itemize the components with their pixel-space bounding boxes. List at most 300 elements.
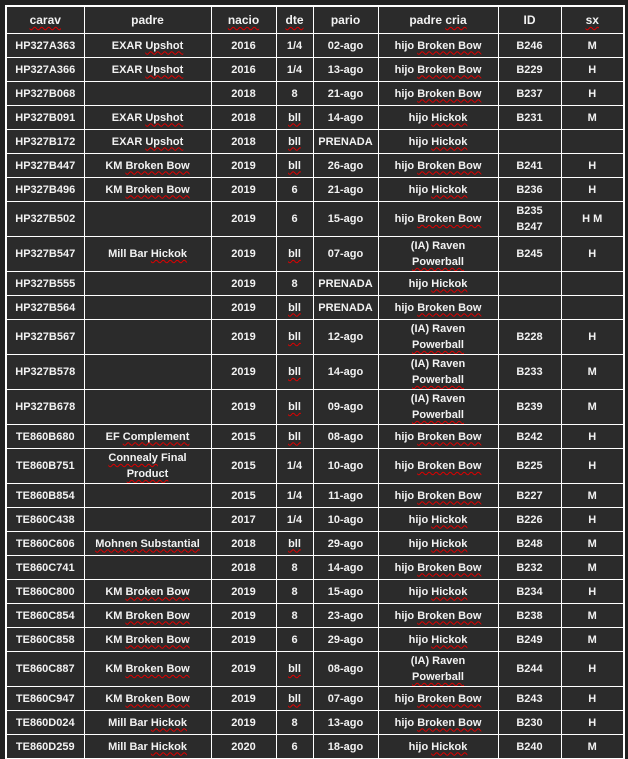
misspelled-text: Broken Bow (125, 183, 190, 196)
misspelled-text: carav (29, 13, 61, 27)
misspelled-text: Broken Bow (417, 716, 482, 729)
table-cell[interactable]: H (561, 154, 624, 178)
table-row (6, 82, 624, 106)
table-cell[interactable] (84, 390, 211, 425)
table-cell[interactable]: KM Broken Bow (84, 154, 211, 178)
table-cell[interactable]: B234 (498, 580, 561, 604)
misspelled-text: dte (285, 13, 304, 27)
table-row (6, 652, 624, 687)
table-cell[interactable]: B226 (498, 508, 561, 532)
table-cell[interactable]: B230 (498, 711, 561, 735)
table-cell[interactable]: hijo Hickok (378, 735, 498, 759)
table-cell[interactable]: HP327B578 (6, 355, 84, 390)
table-cell[interactable]: 2019 (211, 296, 276, 320)
table-cell[interactable]: TE860C854 (6, 604, 84, 628)
table-row (6, 296, 624, 320)
misspelled-text: Hickok (150, 248, 187, 260)
table-cell[interactable]: H (561, 82, 624, 106)
table-cell[interactable] (276, 106, 313, 130)
table-cell[interactable]: 10-ago (313, 449, 378, 484)
table-cell[interactable]: 2019 (211, 320, 276, 355)
misspelled-text: bll (288, 135, 301, 148)
table-cell[interactable] (561, 130, 624, 154)
table-cell[interactable]: TE860B854 (6, 484, 84, 508)
misspelled-text: Upshot (145, 39, 184, 52)
table-cell[interactable]: KM Broken Bow (84, 628, 211, 652)
table-cell[interactable]: KM Broken Bow (84, 580, 211, 604)
table-cell[interactable]: 2015 (211, 484, 276, 508)
table-cell[interactable]: 1/4 (276, 449, 313, 484)
table-cell[interactable]: hijo Hickok (378, 272, 498, 296)
misspelled-text: bll (288, 692, 301, 705)
table-row (6, 711, 624, 735)
table-cell[interactable]: M (561, 355, 624, 390)
table-cell[interactable]: TE860C947 (6, 687, 84, 711)
table-cell[interactable]: hijo Broken Bow (378, 449, 498, 484)
table-cell[interactable]: (IA) Raven Powerball (378, 237, 498, 272)
table-cell[interactable]: hijo Broken Bow (378, 34, 498, 58)
header-row (6, 6, 624, 34)
table-cell[interactable]: hijo Hickok (378, 130, 498, 154)
table-cell[interactable]: 2019 (211, 390, 276, 425)
table-cell[interactable] (276, 390, 313, 425)
table-cell[interactable]: 29-ago (313, 628, 378, 652)
table-cell[interactable]: B246 (498, 34, 561, 58)
table-cell[interactable]: 11-ago (313, 484, 378, 508)
table-cell[interactable]: 2019 (211, 202, 276, 237)
table-cell[interactable]: 12-ago (313, 320, 378, 355)
table-cell[interactable]: 2018 (211, 556, 276, 580)
table-cell[interactable]: B237 (498, 82, 561, 106)
table-cell[interactable]: B229 (498, 58, 561, 82)
table-cell[interactable]: 2019 (211, 580, 276, 604)
table-cell[interactable]: 2015 (211, 425, 276, 449)
table-cell[interactable]: HP327B555 (6, 272, 84, 296)
table-cell[interactable]: hijo Hickok (378, 628, 498, 652)
misspelled-text: Product (126, 468, 169, 480)
table-cell[interactable]: TE860C741 (6, 556, 84, 580)
table-cell[interactable]: (IA) Raven Powerball (378, 652, 498, 687)
table-cell[interactable]: 2019 (211, 711, 276, 735)
table-cell[interactable]: HP327A366 (6, 58, 84, 82)
misspelled-text: Powerball (412, 256, 464, 268)
table-cell[interactable]: HP327B502 (6, 202, 84, 237)
table-row (6, 106, 624, 130)
table-cell[interactable]: TE860D259 (6, 735, 84, 759)
table-cell[interactable]: B248 (498, 532, 561, 556)
table-cell[interactable]: B242 (498, 425, 561, 449)
misspelled-text: Hickok (431, 740, 468, 753)
table-cell[interactable]: 2020 (211, 735, 276, 759)
table-cell[interactable]: hijo Broken Bow (378, 604, 498, 628)
table-cell[interactable]: 2018 (211, 106, 276, 130)
table-cell[interactable]: 2019 (211, 237, 276, 272)
table-cell[interactable] (498, 130, 561, 154)
table-cell[interactable]: hijo Broken Bow (378, 154, 498, 178)
table-row (6, 532, 624, 556)
table-cell[interactable]: PRENADA (313, 130, 378, 154)
misspelled-text: bll (288, 663, 301, 675)
column-header-nacio[interactable] (211, 6, 276, 34)
table-cell[interactable]: 2018 (211, 532, 276, 556)
table-cell[interactable]: 2019 (211, 154, 276, 178)
table-cell[interactable]: 8 (276, 580, 313, 604)
table-cell[interactable]: 6 (276, 735, 313, 759)
table-row (6, 687, 624, 711)
table-cell[interactable]: hijo Broken Bow (378, 711, 498, 735)
table-cell[interactable]: 2019 (211, 604, 276, 628)
table-cell[interactable]: HP327B496 (6, 178, 84, 202)
table-cell[interactable]: 08-ago (313, 425, 378, 449)
misspelled-text: Mohnen Substantial (95, 537, 200, 550)
table-cell[interactable]: hijo Broken Bow (378, 82, 498, 106)
table-cell[interactable] (276, 532, 313, 556)
table-cell[interactable]: HP327B678 (6, 390, 84, 425)
table-cell[interactable]: H (561, 58, 624, 82)
table-cell[interactable]: B245 (498, 237, 561, 272)
table-row (6, 237, 624, 272)
table-cell[interactable]: H (561, 711, 624, 735)
table-cell[interactable]: 6 (276, 628, 313, 652)
misspelled-text: Hickok (150, 716, 187, 729)
table-cell[interactable]: EXAR Upshot (84, 34, 211, 58)
table-cell[interactable]: 13-ago (313, 58, 378, 82)
table-cell[interactable]: 14-ago (313, 355, 378, 390)
table-cell[interactable]: B240 (498, 735, 561, 759)
table-cell[interactable]: 2019 (211, 178, 276, 202)
misspelled-text: Broken Bow (417, 692, 482, 705)
misspelled-text: Upshot (145, 135, 184, 148)
table-cell[interactable] (498, 296, 561, 320)
misspelled-text: Broken Bow (417, 39, 482, 52)
table-cell[interactable]: hijo Hickok (378, 580, 498, 604)
misspelled-text: bll (288, 111, 301, 124)
table-cell[interactable]: TE860C800 (6, 580, 84, 604)
misspelled-text: sx (585, 13, 599, 27)
table-row (6, 202, 624, 237)
misspelled-text: bll (288, 537, 301, 550)
table-cell[interactable]: B225 (498, 449, 561, 484)
table-cell[interactable]: hijo Broken Bow (378, 425, 498, 449)
table-cell[interactable]: TE860B751 (6, 449, 84, 484)
table-row (6, 508, 624, 532)
table-cell[interactable]: 14-ago (313, 556, 378, 580)
table-cell[interactable]: B231 (498, 106, 561, 130)
table-cell[interactable]: 2017 (211, 508, 276, 532)
table-cell[interactable]: PRENADA (313, 272, 378, 296)
table-cell[interactable]: KM Broken Bow (84, 652, 211, 687)
table-cell[interactable]: B236 (498, 178, 561, 202)
table-cell[interactable]: H (561, 320, 624, 355)
table-cell[interactable]: H (561, 449, 624, 484)
misspelled-text: Broken Bow (417, 63, 482, 76)
table-cell[interactable]: M (561, 604, 624, 628)
misspelled-text: Upshot (145, 111, 184, 124)
table-cell[interactable]: TE860C887 (6, 652, 84, 687)
table-cell[interactable]: M (561, 556, 624, 580)
table-cell[interactable]: (IA) Raven Powerball (378, 355, 498, 390)
table-cell[interactable]: 2018 (211, 130, 276, 154)
misspelled-text: Broken Bow (417, 213, 482, 225)
table-cell[interactable]: hijo Broken Bow (378, 687, 498, 711)
table-cell[interactable] (276, 425, 313, 449)
table-cell[interactable]: B233 (498, 355, 561, 390)
table-cell[interactable]: TE860C606 (6, 532, 84, 556)
table-cell[interactable] (276, 687, 313, 711)
misspelled-text: Powerball (412, 409, 464, 421)
table-cell[interactable] (84, 532, 211, 556)
table-cell[interactable] (276, 237, 313, 272)
table-cell[interactable]: H (561, 652, 624, 687)
table-cell[interactable]: 8 (276, 272, 313, 296)
table-cell[interactable] (84, 296, 211, 320)
table-cell[interactable]: HP327B091 (6, 106, 84, 130)
table-cell[interactable]: H (561, 508, 624, 532)
column-header-id[interactable]: ID (498, 6, 561, 34)
table-cell[interactable]: 18-ago (313, 735, 378, 759)
table-cell[interactable]: 1/4 (276, 34, 313, 58)
table-cell[interactable]: (IA) Raven Powerball (378, 320, 498, 355)
table-cell[interactable]: M (561, 628, 624, 652)
table-cell[interactable]: 8 (276, 711, 313, 735)
table-row (6, 355, 624, 390)
table-row (6, 390, 624, 425)
table-cell[interactable]: H M (561, 202, 624, 237)
table-cell[interactable]: hijo Broken Bow (378, 484, 498, 508)
table-cell[interactable]: HP327B567 (6, 320, 84, 355)
table-cell[interactable]: 21-ago (313, 178, 378, 202)
table-cell[interactable]: 1/4 (276, 484, 313, 508)
table-cell[interactable]: B232 (498, 556, 561, 580)
misspelled-text: Upshot (145, 63, 184, 76)
table-cell[interactable] (561, 296, 624, 320)
table-cell[interactable]: KM Broken Bow (84, 178, 211, 202)
table-cell[interactable]: H (561, 580, 624, 604)
table-cell[interactable]: HP327B564 (6, 296, 84, 320)
misspelled-text: Hickok (431, 277, 468, 290)
table-cell[interactable]: 08-ago (313, 652, 378, 687)
misspelled-text: Broken Bow (417, 159, 482, 172)
misspelled-text: Hickok (431, 135, 468, 148)
table-cell[interactable]: 2019 (211, 652, 276, 687)
table-cell[interactable] (276, 154, 313, 178)
table-cell[interactable] (84, 202, 211, 237)
table-row (6, 178, 624, 202)
table-cell[interactable] (84, 556, 211, 580)
table-row (6, 628, 624, 652)
table-cell[interactable]: KM Broken Bow (84, 604, 211, 628)
table-cell[interactable]: hijo Hickok (378, 178, 498, 202)
table-cell[interactable] (498, 272, 561, 296)
table-cell[interactable]: 07-ago (313, 687, 378, 711)
table-cell[interactable]: Mill Bar Hickok (84, 735, 211, 759)
table-cell[interactable]: 1/4 (276, 58, 313, 82)
table-row (6, 58, 624, 82)
misspelled-text: Powerball (412, 671, 464, 683)
table-cell[interactable] (84, 320, 211, 355)
table-row (6, 272, 624, 296)
table-cell[interactable]: 2016 (211, 58, 276, 82)
table-cell[interactable]: B243 (498, 687, 561, 711)
table-cell[interactable]: HP327B447 (6, 154, 84, 178)
table-cell[interactable]: M (561, 34, 624, 58)
table-cell[interactable]: Mill Bar Hickok (84, 711, 211, 735)
table-cell[interactable]: 26-ago (313, 154, 378, 178)
table-cell[interactable]: 07-ago (313, 237, 378, 272)
misspelled-text: bll (288, 159, 301, 172)
table-cell[interactable] (84, 355, 211, 390)
table-cell[interactable]: B244 (498, 652, 561, 687)
table-cell[interactable]: B227 (498, 484, 561, 508)
table-cell[interactable]: 1/4 (276, 508, 313, 532)
table-cell[interactable]: TE860D024 (6, 711, 84, 735)
misspelled-text: bll (288, 401, 301, 413)
table-cell[interactable]: H (561, 178, 624, 202)
table-cell[interactable]: HP327B172 (6, 130, 84, 154)
table-cell[interactable]: 14-ago (313, 106, 378, 130)
table-cell[interactable]: EXAR Upshot (84, 58, 211, 82)
table-cell[interactable]: TE860C858 (6, 628, 84, 652)
misspelled-text: Hickok (431, 537, 468, 550)
table-cell[interactable] (561, 272, 624, 296)
table-cell[interactable]: B228 (498, 320, 561, 355)
misspelled-text: Broken Bow (125, 585, 190, 598)
table-cell[interactable]: KM Broken Bow (84, 687, 211, 711)
misspelled-text: Broken Bow (125, 692, 190, 705)
table-cell[interactable]: 2019 (211, 628, 276, 652)
table-cell[interactable]: TE860B680 (6, 425, 84, 449)
misspelled-text: Broken Bow (417, 430, 482, 443)
table-cell[interactable]: 23-ago (313, 604, 378, 628)
table-cell[interactable] (276, 296, 313, 320)
table-cell[interactable]: hijo Hickok (378, 508, 498, 532)
table-cell[interactable]: B239 (498, 390, 561, 425)
table-cell[interactable]: 2019 (211, 355, 276, 390)
table-cell[interactable]: Connealy Final Product (84, 449, 211, 484)
table-cell[interactable]: EF Complement (84, 425, 211, 449)
table-cell[interactable]: 02-ago (313, 34, 378, 58)
table-cell[interactable]: M (561, 532, 624, 556)
table-cell[interactable]: B249 (498, 628, 561, 652)
column-header-carav[interactable] (6, 6, 84, 34)
table-cell[interactable] (276, 130, 313, 154)
table-row (6, 320, 624, 355)
table-cell[interactable]: hijo Broken Bow (378, 202, 498, 237)
table-row (6, 484, 624, 508)
table-cell[interactable]: HP327A363 (6, 34, 84, 58)
table-cell[interactable]: hijo Broken Bow (378, 58, 498, 82)
table-cell[interactable]: 2016 (211, 34, 276, 58)
misspelled-text: cria (445, 13, 467, 27)
table-cell[interactable]: 10-ago (313, 508, 378, 532)
table-cell[interactable]: 15-ago (313, 580, 378, 604)
misspelled-text: Broken Bow (417, 561, 482, 574)
table-cell[interactable]: 2018 (211, 82, 276, 106)
table-cell[interactable]: M (561, 106, 624, 130)
table-cell[interactable]: 8 (276, 604, 313, 628)
table-cell[interactable] (276, 652, 313, 687)
table-cell[interactable]: HP327B068 (6, 82, 84, 106)
table-row (6, 580, 624, 604)
misspelled-text: Connealy (108, 452, 158, 464)
table-cell[interactable]: H (561, 425, 624, 449)
table-cell[interactable]: M (561, 390, 624, 425)
table-cell[interactable] (84, 272, 211, 296)
table-cell[interactable]: 13-ago (313, 711, 378, 735)
misspelled-text: bll (288, 248, 301, 260)
table-cell[interactable]: hijo Broken Bow (378, 556, 498, 580)
table-cell[interactable]: 8 (276, 556, 313, 580)
table-cell[interactable]: hijo Hickok (378, 106, 498, 130)
table-cell[interactable]: B238 (498, 604, 561, 628)
table-row (6, 154, 624, 178)
table-cell[interactable]: Mill Bar Hickok (84, 237, 211, 272)
table-cell[interactable]: TE860C438 (6, 508, 84, 532)
table-cell[interactable] (84, 484, 211, 508)
table-cell[interactable] (276, 355, 313, 390)
table-cell[interactable]: H (561, 237, 624, 272)
table-row (6, 735, 624, 759)
table-cell[interactable]: H (561, 687, 624, 711)
table-cell[interactable]: B241 (498, 154, 561, 178)
column-header-dte[interactable] (276, 6, 313, 34)
table-cell[interactable]: 6 (276, 202, 313, 237)
column-header-padre[interactable]: padre (84, 6, 211, 34)
misspelled-text: bll (288, 430, 301, 443)
table-cell[interactable]: M (561, 484, 624, 508)
table-cell[interactable]: 29-ago (313, 532, 378, 556)
table-row (6, 556, 624, 580)
misspelled-text: Hickok (431, 111, 468, 124)
table-cell[interactable]: 09-ago (313, 390, 378, 425)
table-body (6, 34, 624, 759)
column-header-padre-cria[interactable]: padre cria (378, 6, 498, 34)
table-row (6, 34, 624, 58)
table-cell[interactable]: B235 B247 (498, 202, 561, 237)
table-cell[interactable]: HP327B547 (6, 237, 84, 272)
misspelled-text: Powerball (412, 339, 464, 351)
table-cell[interactable]: 2015 (211, 449, 276, 484)
table-cell[interactable] (276, 320, 313, 355)
table-cell[interactable]: 2019 (211, 687, 276, 711)
table-cell[interactable]: EXAR Upshot (84, 130, 211, 154)
table-cell[interactable]: hijo Hickok (378, 532, 498, 556)
misspelled-text: Broken Bow (125, 633, 190, 646)
table-cell[interactable]: 21-ago (313, 82, 378, 106)
table-cell[interactable]: EXAR Upshot (84, 106, 211, 130)
column-header-sx[interactable] (561, 6, 624, 34)
column-header-pario[interactable]: pario (313, 6, 378, 34)
misspelled-text: bll (288, 301, 301, 314)
table-cell[interactable]: 8 (276, 82, 313, 106)
misspelled-text: Hickok (150, 740, 187, 753)
table-cell[interactable]: 6 (276, 178, 313, 202)
table-cell[interactable] (84, 82, 211, 106)
table-row (6, 425, 624, 449)
table-cell[interactable]: hijo Broken Bow (378, 296, 498, 320)
misspelled-text: Broken Bow (417, 87, 482, 100)
table-cell[interactable]: 15-ago (313, 202, 378, 237)
table-cell[interactable] (84, 508, 211, 532)
misspelled-text: Broken Bow (125, 159, 190, 172)
table-row (6, 604, 624, 628)
table-cell[interactable]: 2019 (211, 272, 276, 296)
table-cell[interactable]: M (561, 735, 624, 759)
table-row (6, 449, 624, 484)
table-cell[interactable]: (IA) Raven Powerball (378, 390, 498, 425)
misspelled-text: Broken Bow (125, 609, 190, 622)
table-cell[interactable]: PRENADA (313, 296, 378, 320)
